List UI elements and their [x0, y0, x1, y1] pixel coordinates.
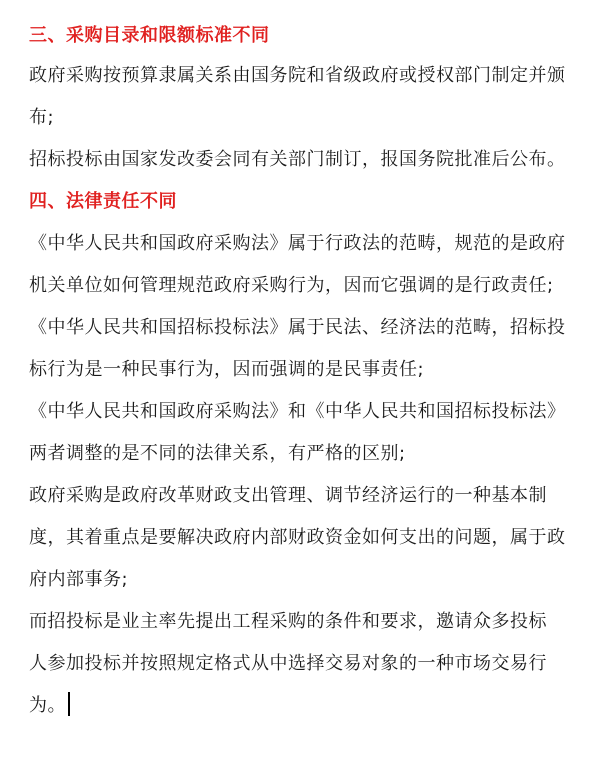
paragraph-line-text: 为。 [29, 695, 66, 716]
paragraph-line: 政府采购按预算隶属关系由国务院和省级政府或授权部门制定并颁 [29, 65, 566, 86]
section-heading-4: 四、法律责任不同 [29, 191, 177, 212]
paragraph-line: 而招投标是业主率先提出工程采购的条件和要求，邀请众多投标 [29, 611, 547, 632]
section-heading-3: 三、采购目录和限额标准不同 [29, 25, 270, 46]
paragraph-line: 标行为是一种民事行为，因而强调的是民事责任; [29, 359, 425, 380]
paragraph-line: 《中华人民共和国政府采购法》和《中华人民共和国招标投标法》 [29, 401, 566, 422]
paragraph-line: 府内部事务; [29, 569, 129, 590]
paragraph-line: 两者调整的是不同的法律关系，有严格的区别; [29, 443, 406, 464]
paragraph-line: 政府采购是政府改革财政支出管理、调节经济运行的一种基本制 [29, 485, 547, 506]
paragraph-line: 度，其着重点是要解决政府内部财政资金如何支出的问题，属于政 [29, 527, 566, 548]
document-body [29, 22, 584, 720]
paragraph-line: 人参加投标并按照规定格式从中选择交易对象的一种市场交易行 [29, 653, 547, 674]
paragraph-line: 机关单位如何管理规范政府采购行为，因而它强调的是行政责任; [29, 275, 554, 296]
last-paragraph-line[interactable] [29, 692, 584, 720]
paragraph-line: 《中华人民共和国政府采购法》属于行政法的范畴，规范的是政府 [29, 233, 566, 254]
text-cursor [68, 692, 70, 716]
paragraph-line: 布; [29, 107, 55, 128]
paragraph-line: 《中华人民共和国招标投标法》属于民法、经济法的范畴，招标投 [29, 317, 566, 338]
paragraph-line: 招标投标由国家发改委会同有关部门制订，报国务院批准后公布。 [29, 149, 566, 170]
